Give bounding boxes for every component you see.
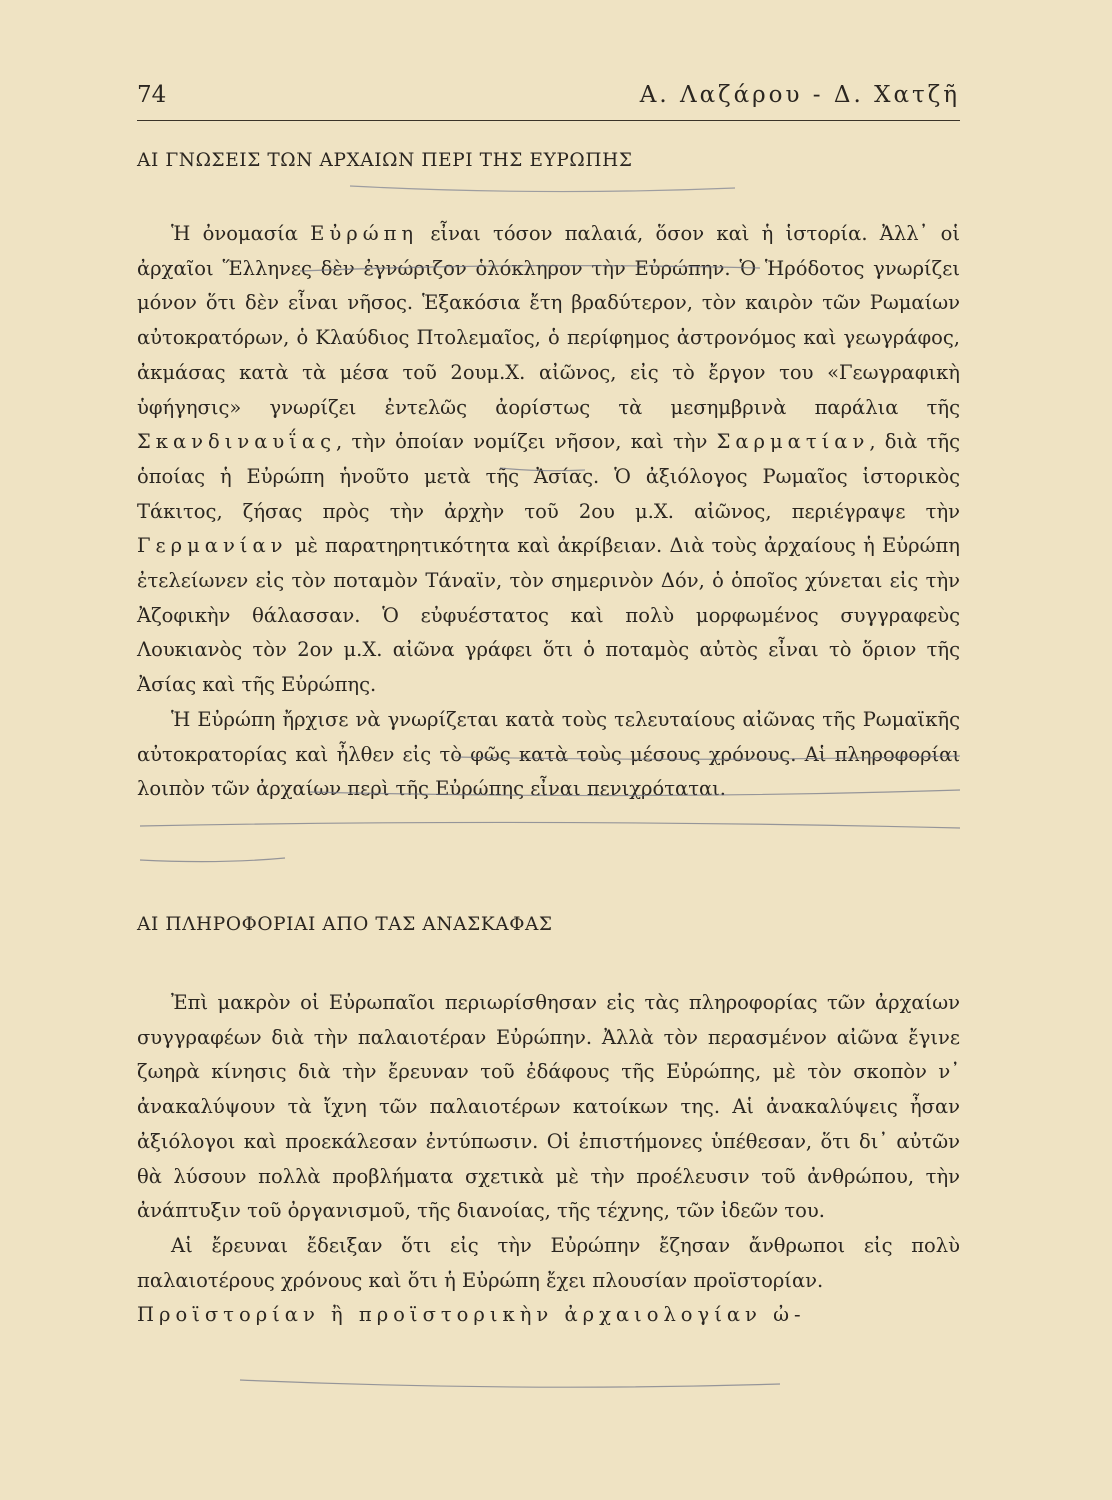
pencil-underline [140,822,960,828]
paragraph-europe-known: Ἡ Εὐρώπη ἤρχισε νὰ γνωρίζεται κατὰ τοὺς τελευταίους αἰῶνας τῆς Ρωμαϊκῆς αὐτοκρατορίας καὶ ἦλθεν εἰς τὸ φῶς κατὰ τοὺς μέσους χρόνους. Αἱ πληροφορίαι λοιπὸν τῶν ἀρχαίων περὶ τῆς Εὐρώπης εἶναι πενιχρόταται. [137,707,960,801]
text-run: , τὴν ὁποίαν νομίζει νῆσον, καὶ τὴν [336,430,717,454]
running-head: Α. Λαζάρου - Δ. Χατζῆ [639,82,960,108]
section-excavations-body [137,986,960,1333]
paragraph-prehistory-definition: Προϊστορίαν ἢ προϊστορικὴν ἀρχαιολογίαν ὠ- [137,1303,806,1327]
text-run: εἶναι τόσον παλαιά, ὅσον καὶ ἡ ἱστορία. Ἀλλ᾿ οἱ ἀρχαῖοι Ἕλληνες δὲν ἐγνώριζον ὁλόκληρον τὴν Εὐρώπην. Ὁ Ἡρόδοτος γνωρίζει μόνον ὅτι δὲν εἶναι νῆσος. Ἑξακόσια ἔτη βραδύτερον, τὸν καιρὸν τῶν Ρωμαίων αὐτοκρατόρων, ὁ Κλαύδιος Πτολεμαῖος, ὁ περίφημος ἀστρονόμος καὶ γεωγράφος, ἀκμάσας κατὰ τὰ μέσα τοῦ 2ουμ.Χ. αἰῶνος, εἰς τὸ ἔργον του «Γεωγραφικὴ ὑφήγησις» γνωρίζει ἐντελῶς ἀορίστως τὰ μεσημβρινὰ παράλια τῆς [137,222,960,419]
spaced-term-germania: Γερμανίαν [137,534,288,558]
text-run: μὲ παρατηρητικότητα καὶ ἀκρίβειαν. Διὰ τοὺς ἀρχαίους ἡ Εὐρώπη ἐτελείωνεν εἰς τὸν ποταμὸν Τάναϊν, τὸν σημερινὸν Δόν, ὁ ὁποῖος χύνεται εἰς τὴν Ἀζοφικὴν θάλασσαν. Ὁ εὐφυέστατος καὶ πολὺ μορφωμένος συγγραφεὺς Λουκιανὸς τὸν 2ον μ.Χ. αἰῶνα γράφει ὅτι ὁ ποταμὸς αὐτὸς εἶναι τὸ ὅριον τῆς Ἀσίας καὶ τῆς Εὐρώπης. [137,534,960,697]
pencil-underline [240,1380,780,1387]
spaced-term-scandinavia: Σκανδιναυΐας [137,430,336,454]
paragraph-excavations: Ἐπὶ μακρὸν οἱ Εὐρωπαῖοι περιωρίσθησαν εἰς τὰς πληροφορίας τῶν ἀρχαίων συγγραφέων διὰ τὴν παλαιοτέραν Εὐρώπην. Ἀλλὰ τὸν περασμένον αἰῶνα ἔγινε ζωηρὰ κίνησις διὰ τὴν ἔρευναν τοῦ ἐδάφους τῆς Εὐρώπης, μὲ τὸν σκοπὸν ν᾿ ἀνακαλύψουν τὰ ἴχνη τῶν παλαιοτέρων κατοίκων της. Αἱ ἀνακαλύψεις ἦσαν ἀξιόλογοι καὶ προεκάλεσαν ἐντύπωσιν. Οἱ ἐπιστήμονες ὑπέθεσαν, ὅτι δι᾿ αὐτῶν θὰ λύσουν πολλὰ προβλήματα σχετικὰ μὲ τὴν προέλευσιν τοῦ ἀνθρώπου, τὴν ἀνάπτυξιν τοῦ ὀργανισμοῦ, τῆς διανοίας, τῆς τέχνης, τῶν ἰδεῶν του. [137,991,960,1223]
section-knowledge-body [137,217,960,807]
section-heading-excavations: ΑΙ ΠΛΗΡΟΦΟΡΙΑΙ ΑΠΟ ΤΑΣ ΑΝΑΣΚΑΦΑΣ [137,914,553,935]
pencil-underline [350,186,735,192]
section-heading-knowledge: ΑΙ ΓΝΩΣΕΙΣ ΤΩΝ ΑΡΧΑΙΩΝ ΠΕΡΙ ΤΗΣ ΕΥΡΩΠΗΣ [137,150,633,171]
text-run: Ἡ ὀνομασία [171,222,311,245]
paragraph-ancient-knowledge [137,217,960,703]
spaced-term-sarmatia: Σαρματίαν [716,430,870,454]
text-run: , διὰ τῆς ὁποίας ἡ Εὐρώπη ἡνοῦτο μετὰ τῆς Ἀσίας. Ὁ ἀξιόλογος Ρωμαῖος ἱστορικὸς Τάκιτος, ζήσας πρὸς τὴν ἀρχὴν τοῦ 2ου μ.Χ. αἰῶνος, περιέγραψε τὴν [137,430,960,523]
pencil-underline [140,858,285,862]
page-header [137,82,960,120]
spaced-term-europe: Εὐρώπη [310,222,419,245]
header-rule [137,120,960,121]
page-number: 74 [137,82,167,108]
paragraph-prehistory: Αἱ ἔρευναι ἔδειξαν ὅτι εἰς τὴν Εὐρώπην ἔζησαν ἄνθρωποι εἰς πολὺ παλαιοτέρους χρόνους καὶ ὅτι ἡ Εὐρώπη ἔχει πλουσίαν προϊστορίαν. [137,1233,960,1292]
